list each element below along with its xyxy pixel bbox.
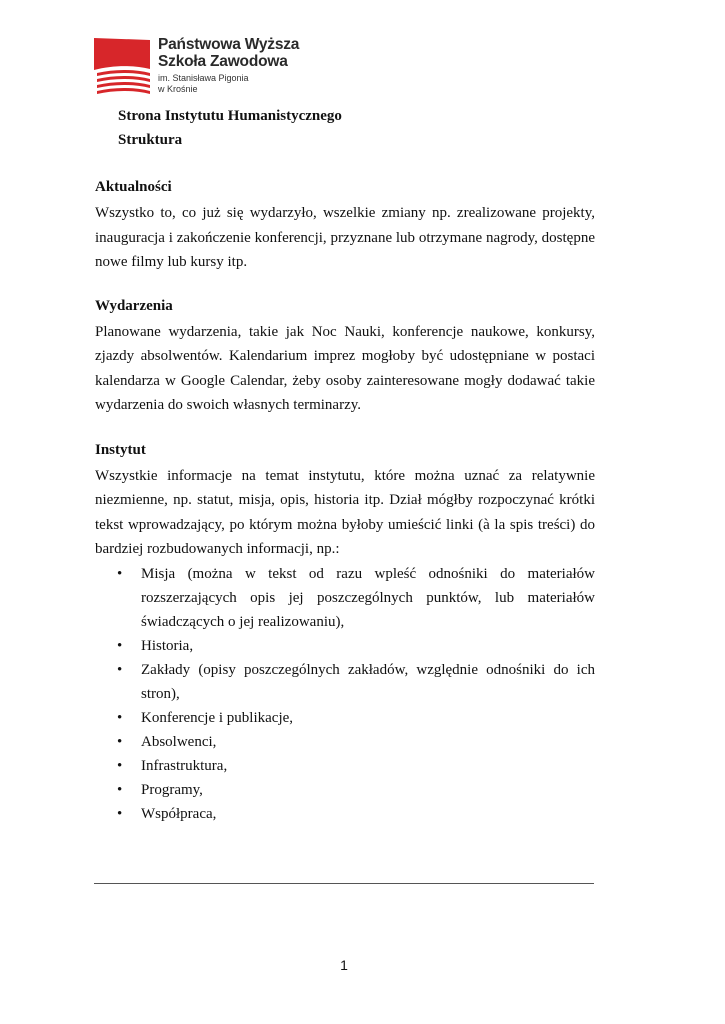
institute-link-list — [95, 562, 595, 826]
logo-text-block — [158, 36, 299, 94]
bullet-icon: • — [117, 709, 123, 726]
section-title-events: Wydarzenia — [95, 297, 173, 314]
document-title: Strona Instytutu Humanistycznego — [118, 108, 342, 124]
list-item-text: Zakłady (opisy poszczególnych zakładów, względnie odnośniki do ich stron), — [141, 661, 595, 702]
logo-stripe-2 — [97, 76, 150, 82]
document-body — [95, 104, 595, 826]
bullet-icon: • — [117, 757, 123, 774]
list-item-text: Misja (można w tekst od razu wpleść odnośniki do materiałów rozszerzających opis jej poszczególnych punktów, lub materiałów świadczących o jej realizowaniu), — [141, 565, 595, 630]
section-text-news: Wszystko to, co już się wydarzyło, wszelkie zmiany np. zrealizowane projekty, inauguracja i zakończenie konferencji, przyznane lub otrzymane nagrody, dostępne nowe filmy lub kursy itp. — [95, 205, 595, 270]
list-item-text: Współpraca, — [141, 805, 217, 822]
bullet-icon: • — [117, 661, 123, 678]
list-item — [117, 658, 595, 706]
bullet-icon: • — [117, 781, 123, 798]
list-item — [117, 562, 595, 634]
list-item — [117, 778, 595, 802]
list-item — [117, 802, 595, 826]
list-item — [117, 706, 595, 730]
bullet-icon: • — [117, 805, 123, 822]
document-subtitle: Struktura — [118, 132, 183, 148]
logo-name-line-1: Państwowa Wyższa — [158, 36, 300, 53]
page-number: 1 — [340, 957, 348, 973]
logo-name-line-2: Szkoła Zawodowa — [158, 53, 288, 70]
logo-stripe-1 — [97, 70, 150, 76]
university-logo — [94, 36, 334, 96]
list-item-text: Infrastruktura, — [141, 757, 228, 774]
logo-block-top — [94, 38, 150, 70]
section-text-events: Planowane wydarzenia, takie jak Noc Nauki, konferencje naukowe, konkursy, zjazdy absolwentów. Kalendarium imprez mogłoby być udostępniane w postaci kalendarza w Google Calendar, żeby osoby zainteresowane mogły dodawać takie wydarzenia do swoich własnych terminarzy. — [95, 323, 595, 413]
list-item-text: Programy, — [141, 781, 203, 798]
bullet-icon: • — [117, 565, 123, 582]
bullet-icon: • — [117, 637, 123, 654]
bullet-icon: • — [117, 733, 123, 750]
list-item — [117, 730, 595, 754]
footer-divider — [94, 883, 594, 884]
logo-city-line: w Krośnie — [158, 83, 198, 94]
list-item-text: Konferencje i publikacje, — [141, 709, 294, 726]
section-title-institute: Instytut — [95, 441, 146, 458]
section-text-institute: Wszystkie informacje na temat instytutu, które można uznać za relatywnie niezmienne, np. statut, misja, opis, historia itp. Dział mógłby rozpoczynać krótki tekst wprowadzający, po którym można byłoby umieścić linki (à la spis treści) do bardziej rozbudowanych informacji, np.: — [95, 467, 595, 557]
logo-stripe-4 — [97, 88, 150, 94]
list-item-text: Absolwenci, — [141, 733, 217, 750]
logo-patron-line: im. Stanisława Pigonia — [158, 73, 249, 83]
list-item-text: Historia, — [141, 637, 194, 654]
list-item — [117, 754, 595, 778]
list-item — [117, 634, 595, 658]
logo-stripe-3 — [97, 82, 150, 88]
book-logo-icon — [94, 38, 152, 96]
section-title-news: Aktualności — [95, 179, 172, 195]
